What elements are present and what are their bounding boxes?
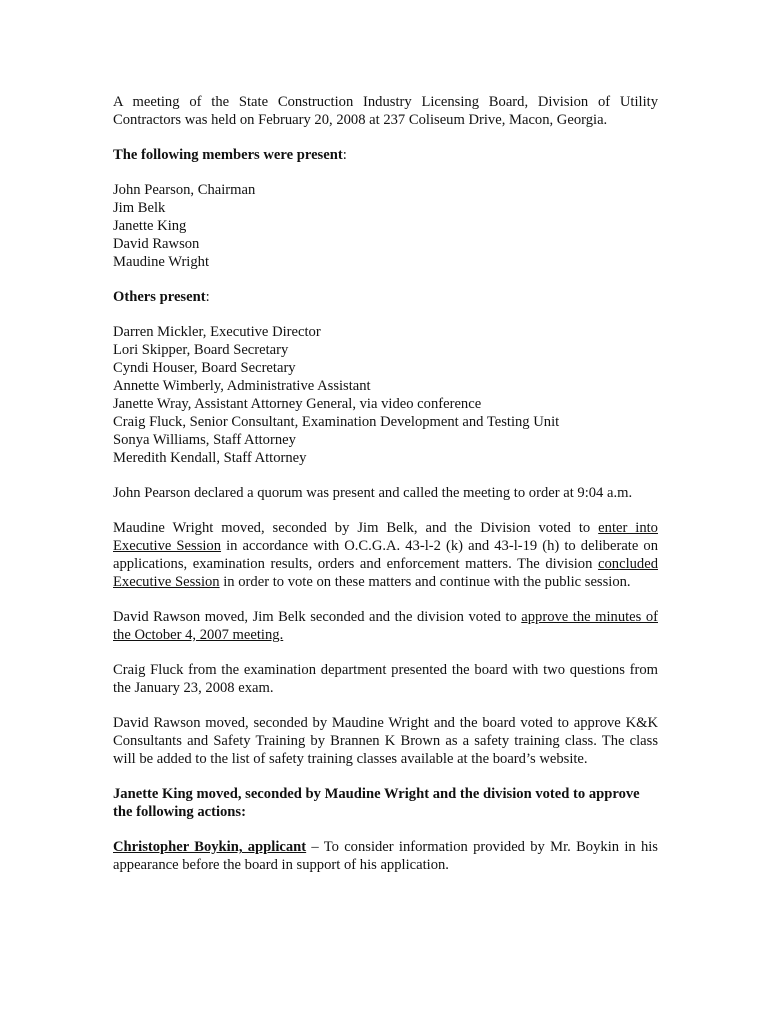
actions-heading: Janette King moved, seconded by Maudine Wright and the division voted to approve the following actions: — [113, 786, 640, 820]
exec-enter-link: enter into Executive Session — [113, 520, 658, 554]
others-list — [113, 323, 658, 467]
minutes-document — [113, 93, 658, 874]
intro-paragraph: A meeting of the State Construction Industry Licensing Board, Division of Utility Contractors was held on February 20, 2008 at 237 Coliseum Drive, Macon, Georgia. — [113, 94, 658, 128]
minutes-text: David Rawson moved, Jim Belk seconded and the division voted to — [113, 609, 522, 625]
member-item: Janette King — [113, 218, 187, 234]
other-item: Cyndi Houser, Board Secretary — [113, 360, 296, 376]
minutes-paragraph — [113, 608, 658, 644]
others-heading-text: Others present — [113, 289, 206, 305]
exec-concluded-link: concluded Executive Session — [113, 556, 658, 590]
other-item: Janette Wray, Assistant Attorney General, via video conference — [113, 396, 482, 412]
others-heading — [113, 288, 658, 306]
exec-text-3: in order to vote on these matters and continue with the public session. — [219, 574, 631, 590]
members-heading-colon: : — [342, 147, 347, 163]
executive-session-paragraph — [113, 519, 658, 591]
other-item: Meredith Kendall, Staff Attorney — [113, 450, 307, 466]
other-item: Sonya Williams, Staff Attorney — [113, 432, 296, 448]
boykin-text: – To consider information provided by Mr. Boykin in his appearance before the board in support of his application. — [113, 839, 658, 873]
other-item: Annette Wimberly, Administrative Assistant — [113, 378, 371, 394]
member-item: Maudine Wright — [113, 254, 210, 270]
other-item: Lori Skipper, Board Secretary — [113, 342, 289, 358]
member-item: Jim Belk — [113, 200, 166, 216]
member-item: David Rawson — [113, 236, 200, 252]
boykin-paragraph — [113, 838, 658, 874]
exam-paragraph: Craig Fluck from the examination department presented the board with two questions from the January 23, 2008 exam. — [113, 662, 658, 696]
members-heading-text: The following members were present — [113, 147, 343, 163]
members-heading — [113, 146, 658, 164]
other-item: Craig Fluck, Senior Consultant, Examination Development and Testing Unit — [113, 414, 560, 430]
quorum-paragraph: John Pearson declared a quorum was present and called the meeting to order at 9:04 a.m. — [113, 485, 633, 501]
others-heading-colon: : — [205, 289, 210, 305]
safety-training-paragraph: David Rawson moved, seconded by Maudine Wright and the board voted to approve K&K Consultants and Safety Training by Brannen K Brown as a safety training class. The class will be added to the list of safety training classes available at the board’s website. — [113, 715, 658, 767]
minutes-approve-text: approve the minutes of the October 4, 2007 meeting. — [113, 609, 658, 643]
member-item: John Pearson, Chairman — [113, 182, 256, 198]
exec-text-1: Maudine Wright moved, seconded by Jim Belk, and the Division voted to — [113, 520, 599, 536]
exec-text-2: in accordance with O.C.G.A. 43-l-2 (k) and 43-l-19 (h) to deliberate on applications, examination results, orders and enforcement matters. The division — [113, 538, 658, 572]
members-list — [113, 181, 658, 271]
boykin-name: Christopher Boykin, applicant — [113, 839, 307, 855]
other-item: Darren Mickler, Executive Director — [113, 324, 321, 340]
